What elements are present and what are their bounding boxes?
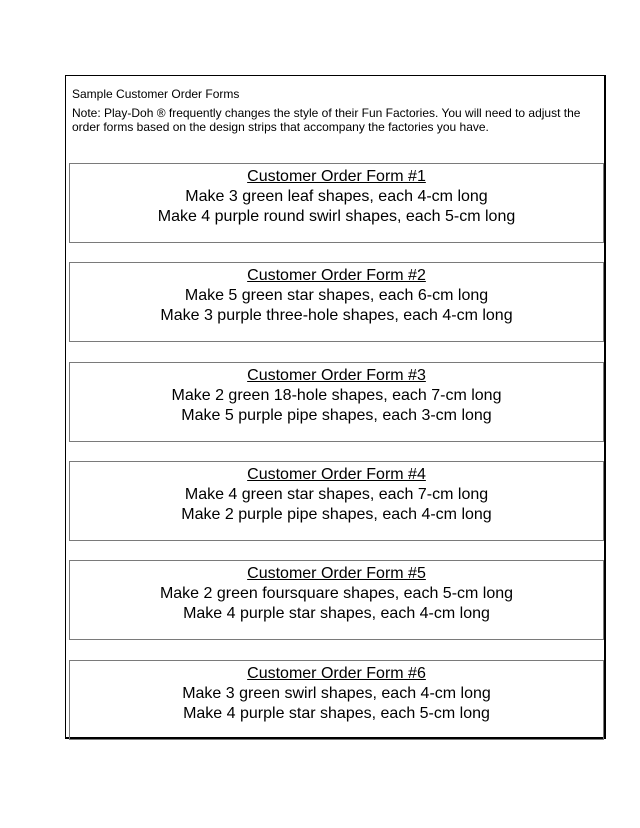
order-form-purple-line: Make 4 purple round swirl shapes, each 5-cm long xyxy=(157,208,516,225)
order-form-purple-line: Make 5 purple pipe shapes, each 3-cm long xyxy=(181,407,492,424)
document-note: Note: Play-Doh ® frequently changes the style of their Fun Factories. You will need to adjust the order forms based on the design strips that accompany the factories you have. xyxy=(72,106,581,134)
order-form-3 xyxy=(69,362,604,442)
order-form-title: Customer Order Form #3 xyxy=(247,367,426,384)
order-form-title: Customer Order Form #4 xyxy=(247,466,426,483)
document-title: Sample Customer Order Forms xyxy=(72,87,240,101)
order-form-title: Customer Order Form #1 xyxy=(247,168,426,185)
order-form-2 xyxy=(69,262,604,342)
order-form-purple-line: Make 4 purple star shapes, each 5-cm long xyxy=(183,705,490,722)
order-form-purple-line: Make 2 purple pipe shapes, each 4-cm long xyxy=(181,506,492,523)
order-form-5 xyxy=(69,560,604,640)
order-form-green-line: Make 3 green leaf shapes, each 4-cm long xyxy=(185,188,488,205)
order-form-green-line: Make 3 green swirl shapes, each 4-cm long xyxy=(182,685,491,702)
order-form-title: Customer Order Form #5 xyxy=(247,565,426,582)
order-form-green-line: Make 4 green star shapes, each 7-cm long xyxy=(184,486,489,503)
order-form-green-line: Make 2 green foursquare shapes, each 5-cm long xyxy=(159,585,514,602)
order-form-title: Customer Order Form #6 xyxy=(247,665,426,682)
order-form-green-line: Make 2 green 18-hole shapes, each 7-cm long xyxy=(171,387,502,404)
order-form-6 xyxy=(69,660,604,740)
order-form-purple-line: Make 4 purple star shapes, each 4-cm long xyxy=(183,605,490,622)
order-form-purple-line: Make 3 purple three-hole shapes, each 4-cm long xyxy=(160,307,513,324)
order-form-1 xyxy=(69,163,604,243)
order-form-4 xyxy=(69,461,604,541)
order-form-title: Customer Order Form #2 xyxy=(247,267,426,284)
order-form-green-line: Make 5 green star shapes, each 6-cm long xyxy=(184,287,489,304)
